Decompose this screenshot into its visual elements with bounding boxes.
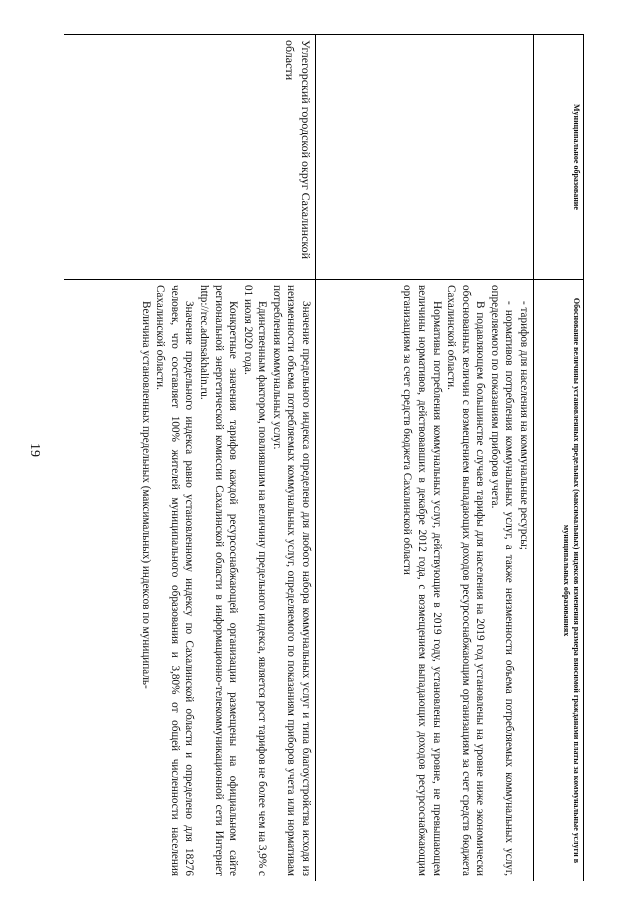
- justification-table: [64, 34, 584, 881]
- header-justification: Обоснование величины установленных предельных (максимальных) индексов изменения размера вносимой гражданами платы за коммунальные услуги в муниципальных образованиях: [534, 280, 584, 882]
- justification-paragraph: В подавляющем большинстве случаев тарифы для населения на 2019 год установлены на уровне ниже экономически обоснованных величин с возмещением выпадающих доходов ресурсоснабжающим организациям за счет средств бюджета Сахалинской области.: [445, 285, 487, 876]
- justification-paragraph: - нормативов потребления коммунальных услуг, а также неизменности объема потребляемых коммунальных услуг, определяемого по показаниям приборов учета.: [488, 285, 516, 876]
- header-municipality: Муниципальное образование: [534, 35, 584, 280]
- justification-paragraph: - тарифов для населения на коммунальные ресурсы;: [518, 301, 530, 550]
- justification-paragraph: Величина установленных предельных (максимальных) индексов по муниципаль-: [139, 301, 152, 689]
- justification-paragraph: Нормативы потребления коммунальных услуг, действующие в 2019 году, установлены на уровне, не превышающем величины нормативов, действовавших в декабре 2012 года, с возмещением выпадающих доходов ресурсоснабжающим организациям за счет средств бюджета Сахалинской области: [401, 285, 443, 876]
- rotated-page-content: [64, 34, 584, 881]
- justification-cell: [316, 280, 534, 882]
- justification-paragraph: Значение предельного индекса определено для любого набора коммунальных услуг и типа благоустройства исходя из неизменности объема потребляемых коммунальных услуг, определяемого по показаниям приборов учета или нормативам потребления коммунальных услуг.: [270, 285, 312, 876]
- justification-paragraph: Значение предельного индекса равно установленному индексу по Сахалинской области и определено для 18276 человек, что составляет 100% жителей муниципального образования и 3,80% от общей численности населения Сахалинской области.: [154, 285, 196, 876]
- justification-paragraph: Единственным фактором, повлиявшим на величину предельного индекса, является рост тарифов не более чем на 3,9% с 01 июля 2020 года.: [241, 285, 269, 876]
- table-row: [316, 35, 534, 882]
- justification-paragraph: Конкретные значения тарифов каждой ресурсоснабжающей организации размещены на официальном сайте региональной энергетической комиссии Сахалинской области в информационно-телекоммуникационной сети Интернет http://rec.admsakhalin.ru.: [198, 285, 240, 876]
- rotated-table-wrapper: [64, 34, 584, 881]
- justification-cell: [64, 280, 316, 882]
- table-header-row: [534, 35, 584, 882]
- municipality-cell: Углегорский городской округ Сахалинской области: [64, 35, 316, 280]
- municipality-cell: [316, 35, 534, 280]
- table-row: [64, 35, 316, 882]
- page-number: 19: [27, 443, 42, 457]
